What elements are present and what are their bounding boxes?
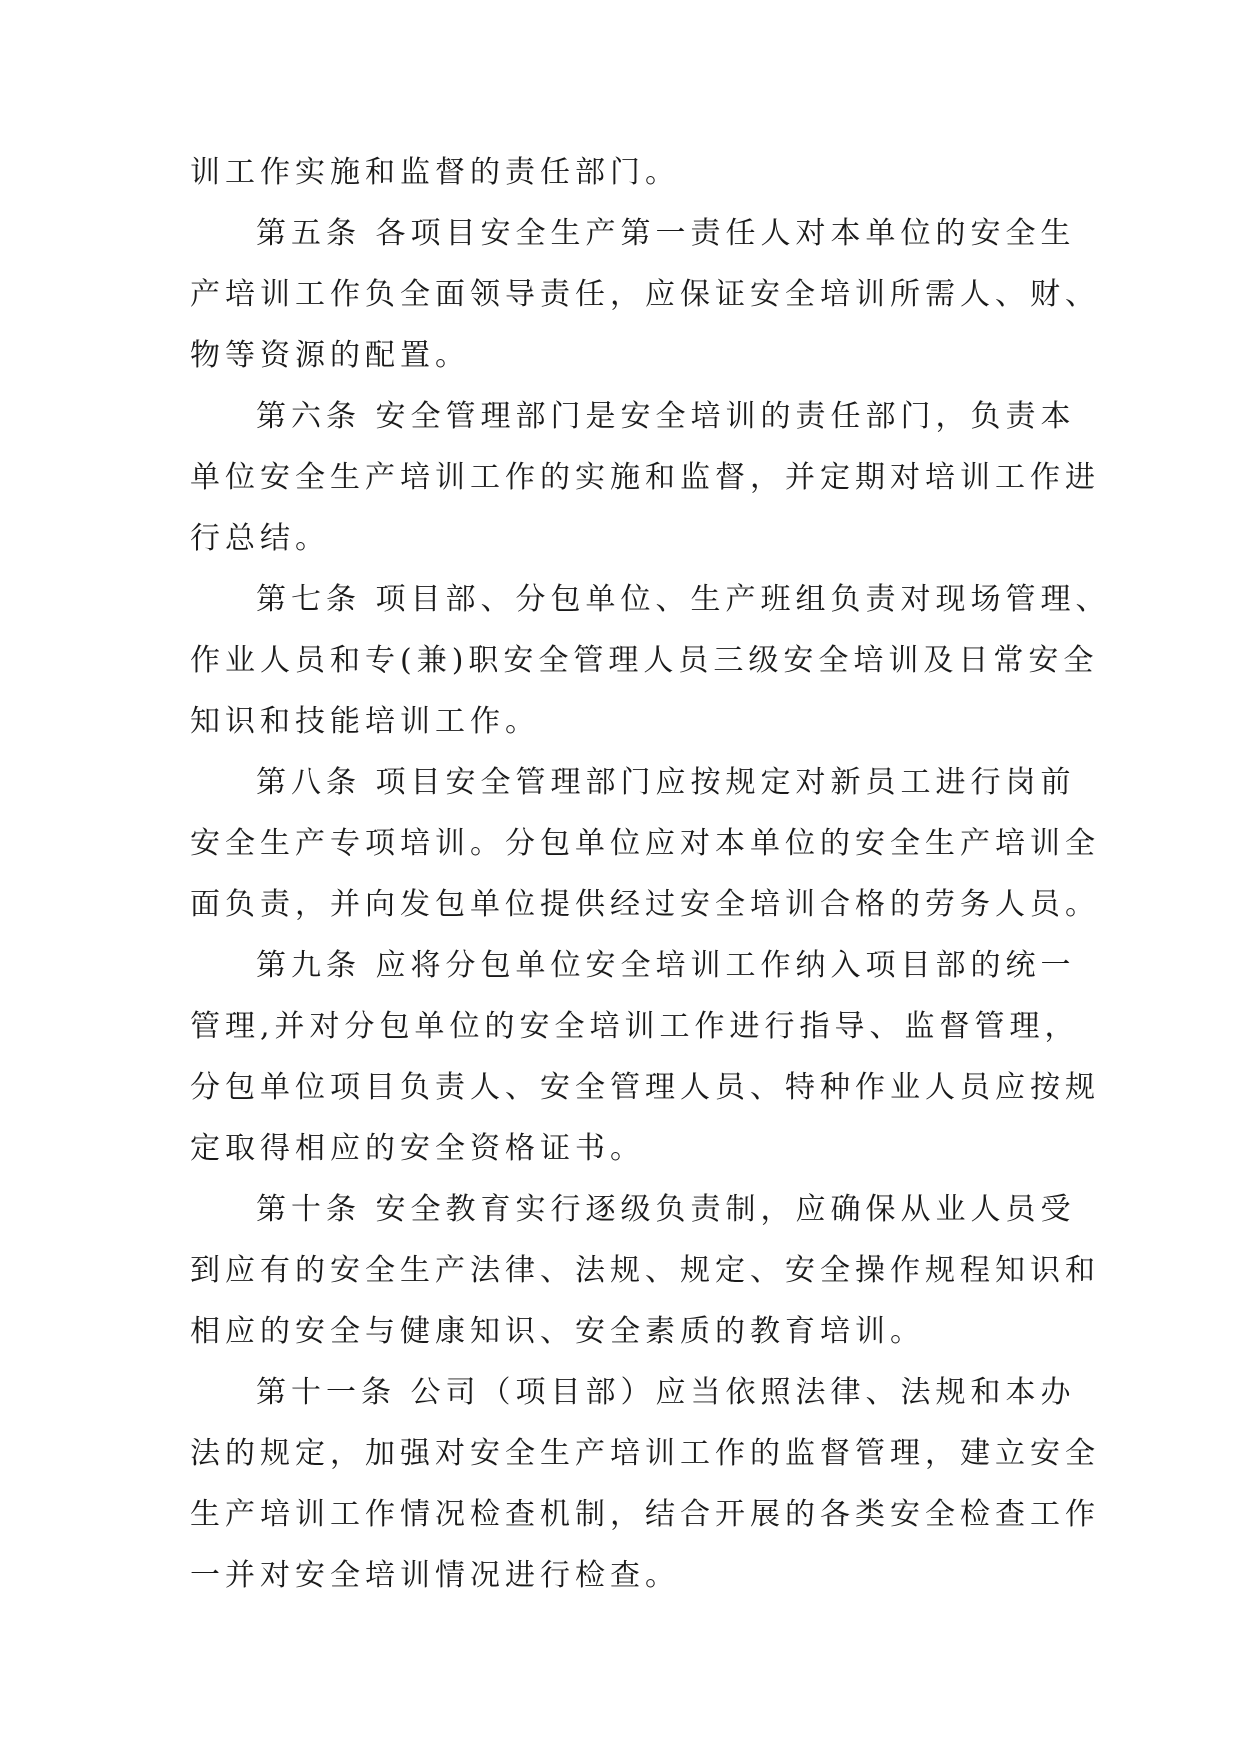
article-7-line-1: 第七条 项目部、分包单位、生产班组负责对现场管理、 xyxy=(256,582,1111,617)
article-8-line-1: 第八条 项目安全管理部门应按规定对新员工进行岗前 xyxy=(256,765,1076,800)
article-9-line-1: 第九条 应将分包单位安全培训工作纳入项目部的统一 xyxy=(256,948,1076,983)
article-5-line-2: 产培训工作负全面领导责任，应保证安全培训所需人、财、 xyxy=(190,277,1100,312)
article-7-line-3: 知识和技能培训工作。 xyxy=(190,704,540,739)
text-line-1: 训工作实施和监督的责任部门。 xyxy=(190,155,680,190)
article-7-line-2: 作业人员和专(兼)职安全管理人员三级安全培训及日常安全 xyxy=(190,643,1099,678)
article-10-line-2: 到应有的安全生产法律、法规、规定、安全操作规程知识和 xyxy=(190,1253,1100,1288)
article-9-line-3: 分包单位项目负责人、安全管理人员、特种作业人员应按规 xyxy=(190,1070,1100,1105)
article-5-line-3: 物等资源的配置。 xyxy=(190,338,470,373)
article-6-line-2: 单位安全生产培训工作的实施和监督，并定期对培训工作进 xyxy=(190,460,1100,495)
article-10-line-1: 第十条 安全教育实行逐级负责制，应确保从业人员受 xyxy=(256,1192,1076,1227)
article-11-line-3: 生产培训工作情况检查机制，结合开展的各类安全检查工作 xyxy=(190,1497,1100,1532)
article-5-line-1: 第五条 各项目安全生产第一责任人对本单位的安全生 xyxy=(256,216,1076,251)
article-8-line-3: 面负责，并向发包单位提供经过安全培训合格的劳务人员。 xyxy=(190,887,1100,922)
article-6-line-1: 第六条 安全管理部门是安全培训的责任部门，负责本 xyxy=(256,399,1076,434)
article-11-line-2: 法的规定，加强对安全生产培训工作的监督管理，建立安全 xyxy=(190,1436,1100,1471)
document-body xyxy=(190,142,1111,1606)
article-6-line-3: 行总结。 xyxy=(190,521,330,556)
article-9-line-2: 管理,并对分包单位的安全培训工作进行指导、监督管理， xyxy=(190,1009,1080,1044)
article-9-line-4: 定取得相应的安全资格证书。 xyxy=(190,1131,645,1166)
article-8-line-2: 安全生产专项培训。分包单位应对本单位的安全生产培训全 xyxy=(190,826,1100,861)
article-11-line-4: 一并对安全培训情况进行检查。 xyxy=(190,1558,680,1593)
article-11-line-1: 第十一条 公司（项目部）应当依照法律、法规和本办 xyxy=(256,1375,1076,1410)
article-10-line-3: 相应的安全与健康知识、安全素质的教育培训。 xyxy=(190,1314,925,1349)
